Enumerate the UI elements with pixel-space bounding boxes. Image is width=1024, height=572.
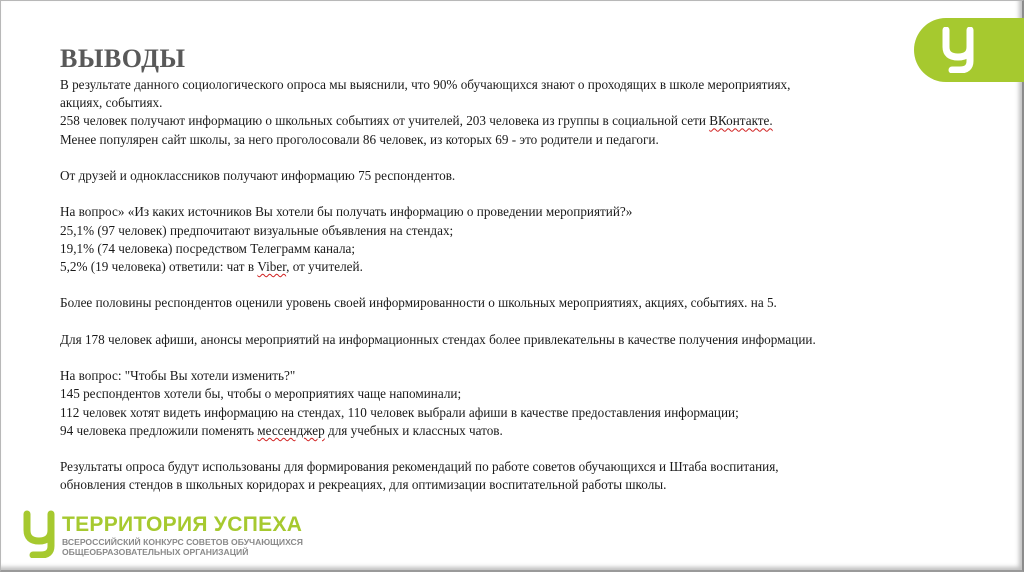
- paragraph-line: Менее популярен сайт школы, за него проголосовали 86 человек, из которых 69 - это родители и педагоги.: [60, 131, 659, 147]
- paragraph-line: В результате данного социологического опроса мы выяснили, что 90% обучающихся знают о проходящих в школе мероприятиях,: [60, 77, 791, 92]
- footer-title: ТЕРРИТОРИЯ УСПЕХА: [62, 513, 303, 536]
- corner-logo-badge: [914, 18, 1024, 82]
- footer-logo: [22, 510, 362, 560]
- footer-subtitle: [62, 537, 303, 557]
- paragraph-line: [60, 258, 920, 276]
- paragraph-line: акциях, событиях.: [60, 95, 163, 111]
- page-title: ВЫВОДЫ: [60, 44, 186, 73]
- paragraph-line: [60, 422, 920, 440]
- paragraph-text: для учебных и классных чатов.: [324, 422, 503, 438]
- paragraph-text: 258 человек получают информацию о школьных событиях от учителей, 203 человека из группы в социальной сети: [60, 113, 710, 129]
- paragraph-line: 19,1% (74 человека) посредством Телеграмм канала;: [60, 240, 356, 256]
- paragraph-line: 112 человек хотят видеть информацию на стендах, 110 человек выбрали афиши в качестве предоставления информации;: [60, 404, 739, 420]
- u-letter-logo-icon: [22, 510, 58, 558]
- paragraph-text: 5,2% (19 человека) ответили: чат в: [60, 259, 258, 274]
- paragraph-line: 25,1% (97 человек) предпочитают визуальные объявления на стендах;: [60, 222, 454, 238]
- paragraph-text: , от учителей.: [286, 259, 363, 274]
- conclusions-body: [60, 76, 920, 495]
- footer-subtitle-line: ВСЕРОССИЙСКИЙ КОНКУРС СОВЕТОВ ОБУЧАЮЩИХСЯ: [62, 537, 303, 547]
- viber-word: Viber: [257, 259, 287, 274]
- paragraph-text: 94 человека предложили поменять: [60, 422, 258, 438]
- footer-subtitle-line: ОБЩЕОБРАЗОВАТЕЛЬНЫХ ОРГАНИЗАЦИЙ: [62, 547, 249, 557]
- paragraph-line: [60, 112, 920, 130]
- paragraph-line: 145 респондентов хотели бы, чтобы о мероприятиях чаще напоминали;: [60, 386, 462, 402]
- vkontakte-word: ВКонтакте.: [709, 113, 773, 129]
- messenger-word: мессенджер: [257, 422, 325, 438]
- paragraph-line: Для 178 человек афиши, анонсы мероприятий на информационных стендах более привлекательны в качестве получения информации.: [60, 331, 816, 347]
- paragraph-line: Более половины респондентов оценили уровень своей информированности о школьных мероприятиях, акциях, событиях. на 5.: [60, 295, 777, 311]
- u-letter-logo-icon: [938, 27, 978, 73]
- paragraph-line: На вопрос: "Чтобы Вы хотели изменить?": [60, 368, 296, 384]
- paragraph-line: обновления стендов в школьных коридорах и рекреациях, для оптимизации воспитательной работы школы.: [60, 477, 667, 493]
- paragraph-line: Результаты опроса будут использованы для формирования рекомендаций по работе советов обучающихся и Штаба воспитания,: [60, 459, 779, 475]
- paragraph-line: От друзей и одноклассников получают информацию 75 респондентов.: [60, 168, 456, 183]
- paragraph-line: На вопрос» «Из каких источников Вы хотели бы получать информацию о проведении мероприятий?»: [60, 204, 633, 220]
